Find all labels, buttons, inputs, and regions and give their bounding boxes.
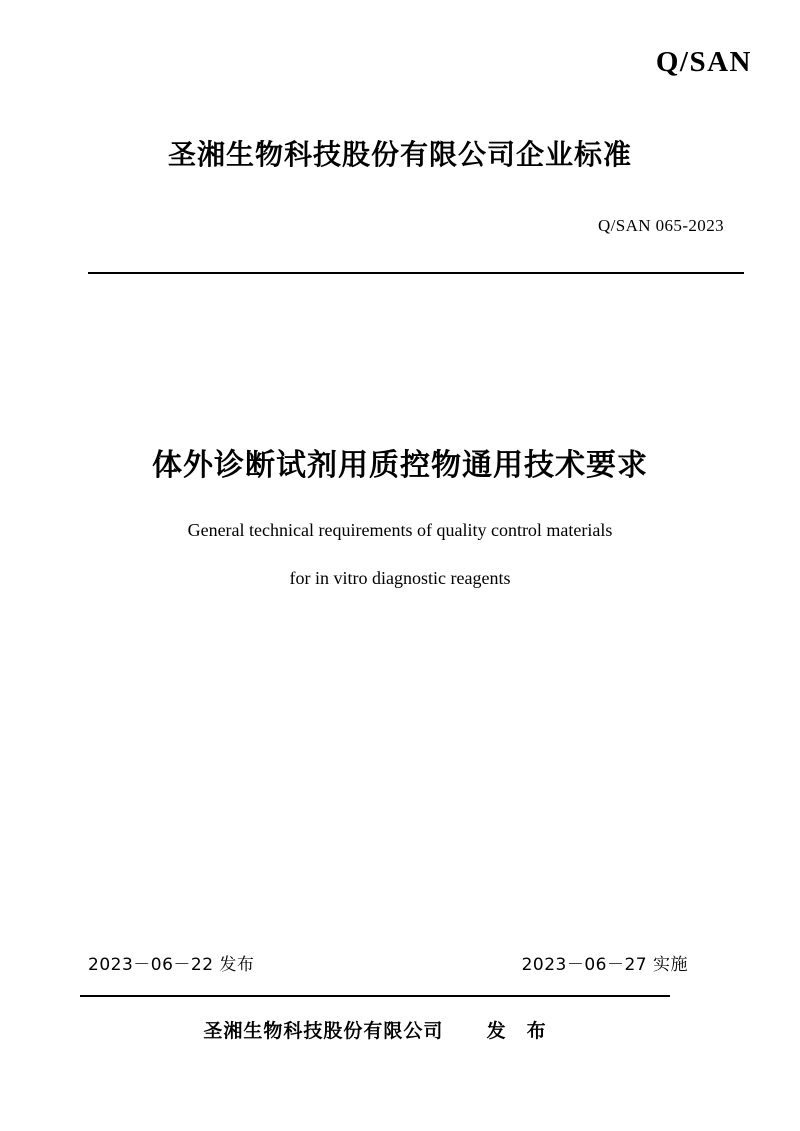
issuer-line xyxy=(80,1016,670,1043)
document-title-chinese: 体外诊断试剂用质控物通用技术要求 xyxy=(152,448,648,483)
standard-number: Q/SAN 065-2023 xyxy=(597,216,724,235)
effective-date: 2023－06－27 实施 xyxy=(521,955,688,975)
footer-divider xyxy=(80,995,670,997)
issue-date: 2023－06－22 发布 xyxy=(88,955,255,975)
issuer-action: 发 布 xyxy=(486,1020,547,1042)
company-standard-heading: 圣湘生物科技股份有限公司企业标准 xyxy=(167,138,632,171)
date-row xyxy=(88,950,688,975)
issuer-name: 圣湘生物科技股份有限公司 xyxy=(203,1020,444,1042)
company-logo: Q/SAN xyxy=(655,46,752,78)
header-divider xyxy=(88,272,744,274)
document-title-english-line1: General technical requirements of quality control materials xyxy=(187,520,613,540)
document-title-english-line2: for in vitro diagnostic reagents xyxy=(289,568,511,588)
